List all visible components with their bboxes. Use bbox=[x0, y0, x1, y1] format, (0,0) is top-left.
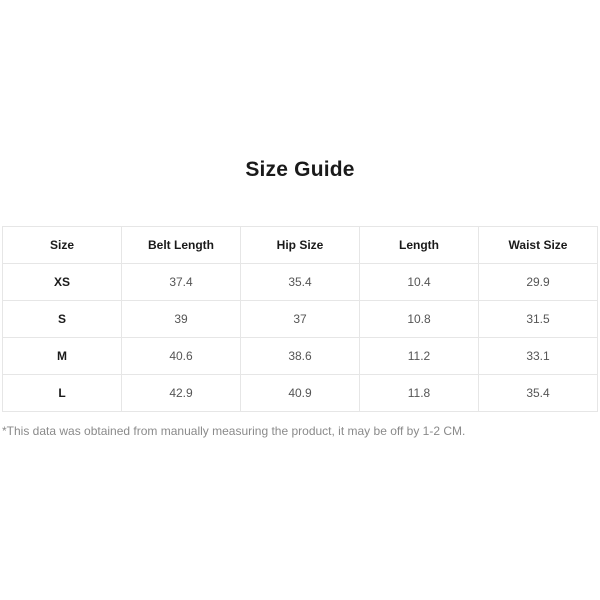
length-cell: 11.2 bbox=[360, 338, 479, 375]
size-table bbox=[2, 226, 598, 412]
waist-size-cell: 35.4 bbox=[479, 375, 598, 412]
size-cell: L bbox=[3, 375, 122, 412]
column-header-hip-size: Hip Size bbox=[241, 227, 360, 264]
table-header-row bbox=[3, 227, 598, 264]
table-row bbox=[3, 301, 598, 338]
size-cell: S bbox=[3, 301, 122, 338]
belt-length-cell: 37.4 bbox=[122, 264, 241, 301]
belt-length-cell: 42.9 bbox=[122, 375, 241, 412]
size-cell: XS bbox=[3, 264, 122, 301]
hip-size-cell: 35.4 bbox=[241, 264, 360, 301]
table-row bbox=[3, 264, 598, 301]
length-cell: 10.8 bbox=[360, 301, 479, 338]
hip-size-cell: 40.9 bbox=[241, 375, 360, 412]
length-cell: 11.8 bbox=[360, 375, 479, 412]
table-row bbox=[3, 338, 598, 375]
table-row bbox=[3, 375, 598, 412]
belt-length-cell: 40.6 bbox=[122, 338, 241, 375]
waist-size-cell: 33.1 bbox=[479, 338, 598, 375]
measurement-note: *This data was obtained from manually measuring the product, it may be off by 1-2 CM. bbox=[2, 424, 466, 438]
column-header-belt-length: Belt Length bbox=[122, 227, 241, 264]
page-title: Size Guide bbox=[245, 158, 355, 181]
hip-size-cell: 37 bbox=[241, 301, 360, 338]
column-header-size: Size bbox=[3, 227, 122, 264]
hip-size-cell: 38.6 bbox=[241, 338, 360, 375]
belt-length-cell: 39 bbox=[122, 301, 241, 338]
column-header-length: Length bbox=[360, 227, 479, 264]
size-cell: M bbox=[3, 338, 122, 375]
waist-size-cell: 29.9 bbox=[479, 264, 598, 301]
length-cell: 10.4 bbox=[360, 264, 479, 301]
column-header-waist-size: Waist Size bbox=[479, 227, 598, 264]
waist-size-cell: 31.5 bbox=[479, 301, 598, 338]
